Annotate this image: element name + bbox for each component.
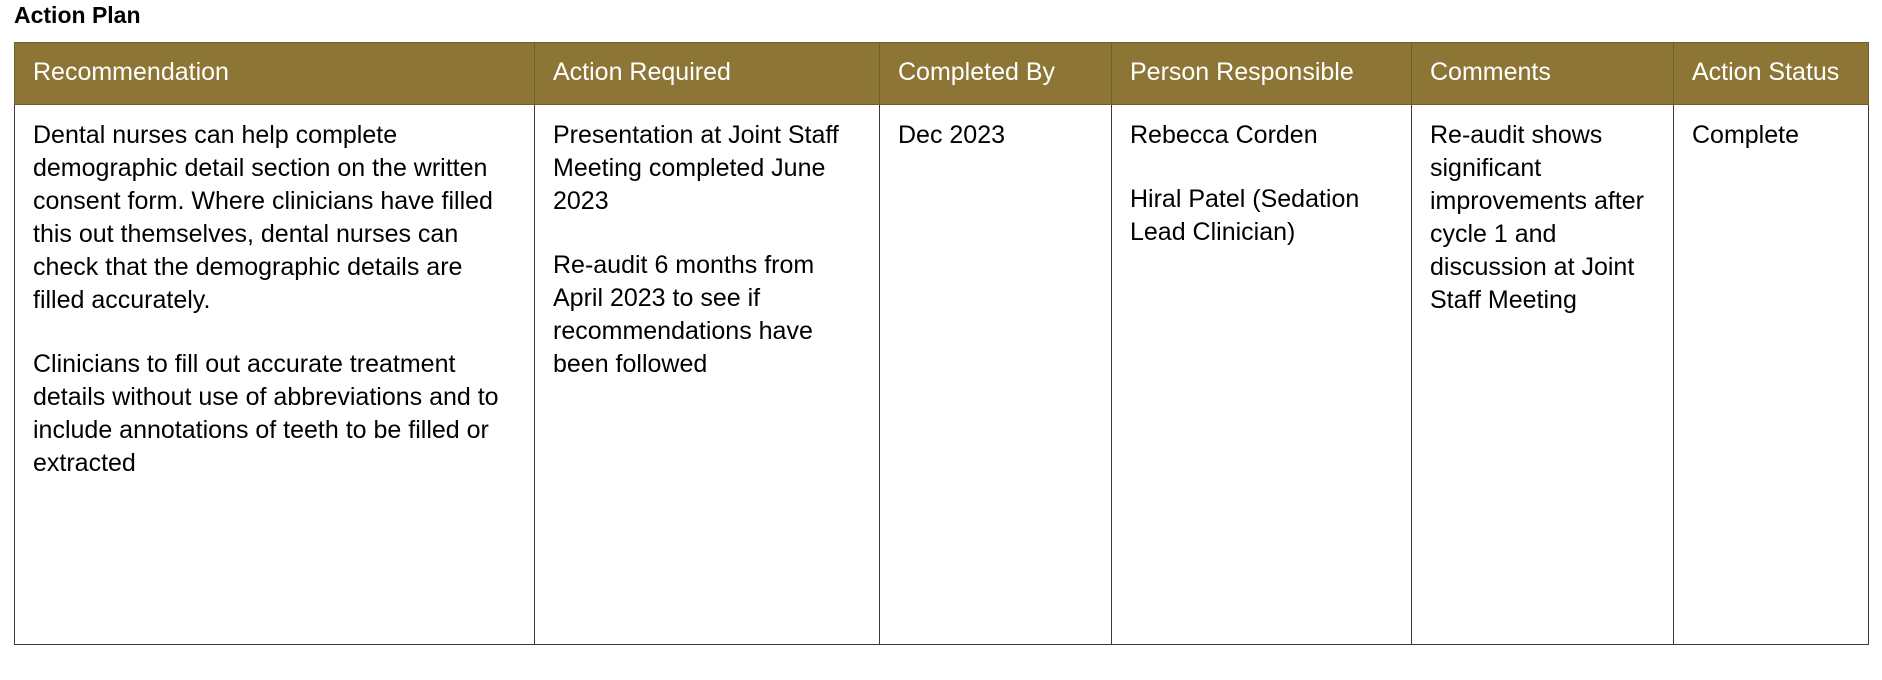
- cell-completed-by: [880, 104, 1112, 644]
- cell-person-responsible: [1112, 104, 1412, 644]
- recommendation-paragraph-1: Dental nurses can help complete demographic detail section on the written consent form. Where clinicians have filled this out themselves, dental nurses can check that the demographic details are filled accurately.: [33, 120, 493, 314]
- cell-action-status: [1674, 104, 1869, 644]
- table-header: [15, 42, 1869, 104]
- column-header-action-required: Action Required: [535, 42, 880, 104]
- column-header-completed-by: Completed By: [880, 42, 1112, 104]
- cell-recommendation: [15, 104, 535, 644]
- person-responsible-name-2: Hiral Patel (Sedation Lead Clinician): [1130, 185, 1360, 247]
- table-body: [15, 104, 1869, 644]
- recommendation-paragraph-2: Clinicians to fill out accurate treatment details without use of abbreviations and to include annotations of teeth to be filled or extracted: [33, 350, 499, 478]
- column-header-action-status: Action Status: [1674, 42, 1869, 104]
- column-header-comments: Comments: [1412, 42, 1674, 104]
- action-required-paragraph-2: Re-audit 6 months from April 2023 to see if recommendations have been followed: [553, 251, 815, 379]
- person-responsible-name-1: Rebecca Corden: [1130, 120, 1318, 149]
- table-header-row: [15, 42, 1869, 104]
- completed-by-value: Dec 2023: [898, 120, 1006, 149]
- cell-action-required: [535, 104, 880, 644]
- cell-comments: [1412, 104, 1674, 644]
- column-header-recommendation: Recommendation: [15, 42, 535, 104]
- table-row: [15, 104, 1869, 644]
- column-header-person-responsible: Person Responsible: [1112, 42, 1412, 104]
- action-status-value: Complete: [1692, 120, 1799, 149]
- page-title: Action Plan: [14, 2, 141, 28]
- action-required-paragraph-1: Presentation at Joint Staff Meeting completed June 2023: [553, 120, 839, 215]
- action-plan-table: [14, 42, 1869, 645]
- comments-paragraph-1: Re-audit shows significant improvements after cycle 1 and discussion at Joint Staff Meeting: [1430, 120, 1644, 314]
